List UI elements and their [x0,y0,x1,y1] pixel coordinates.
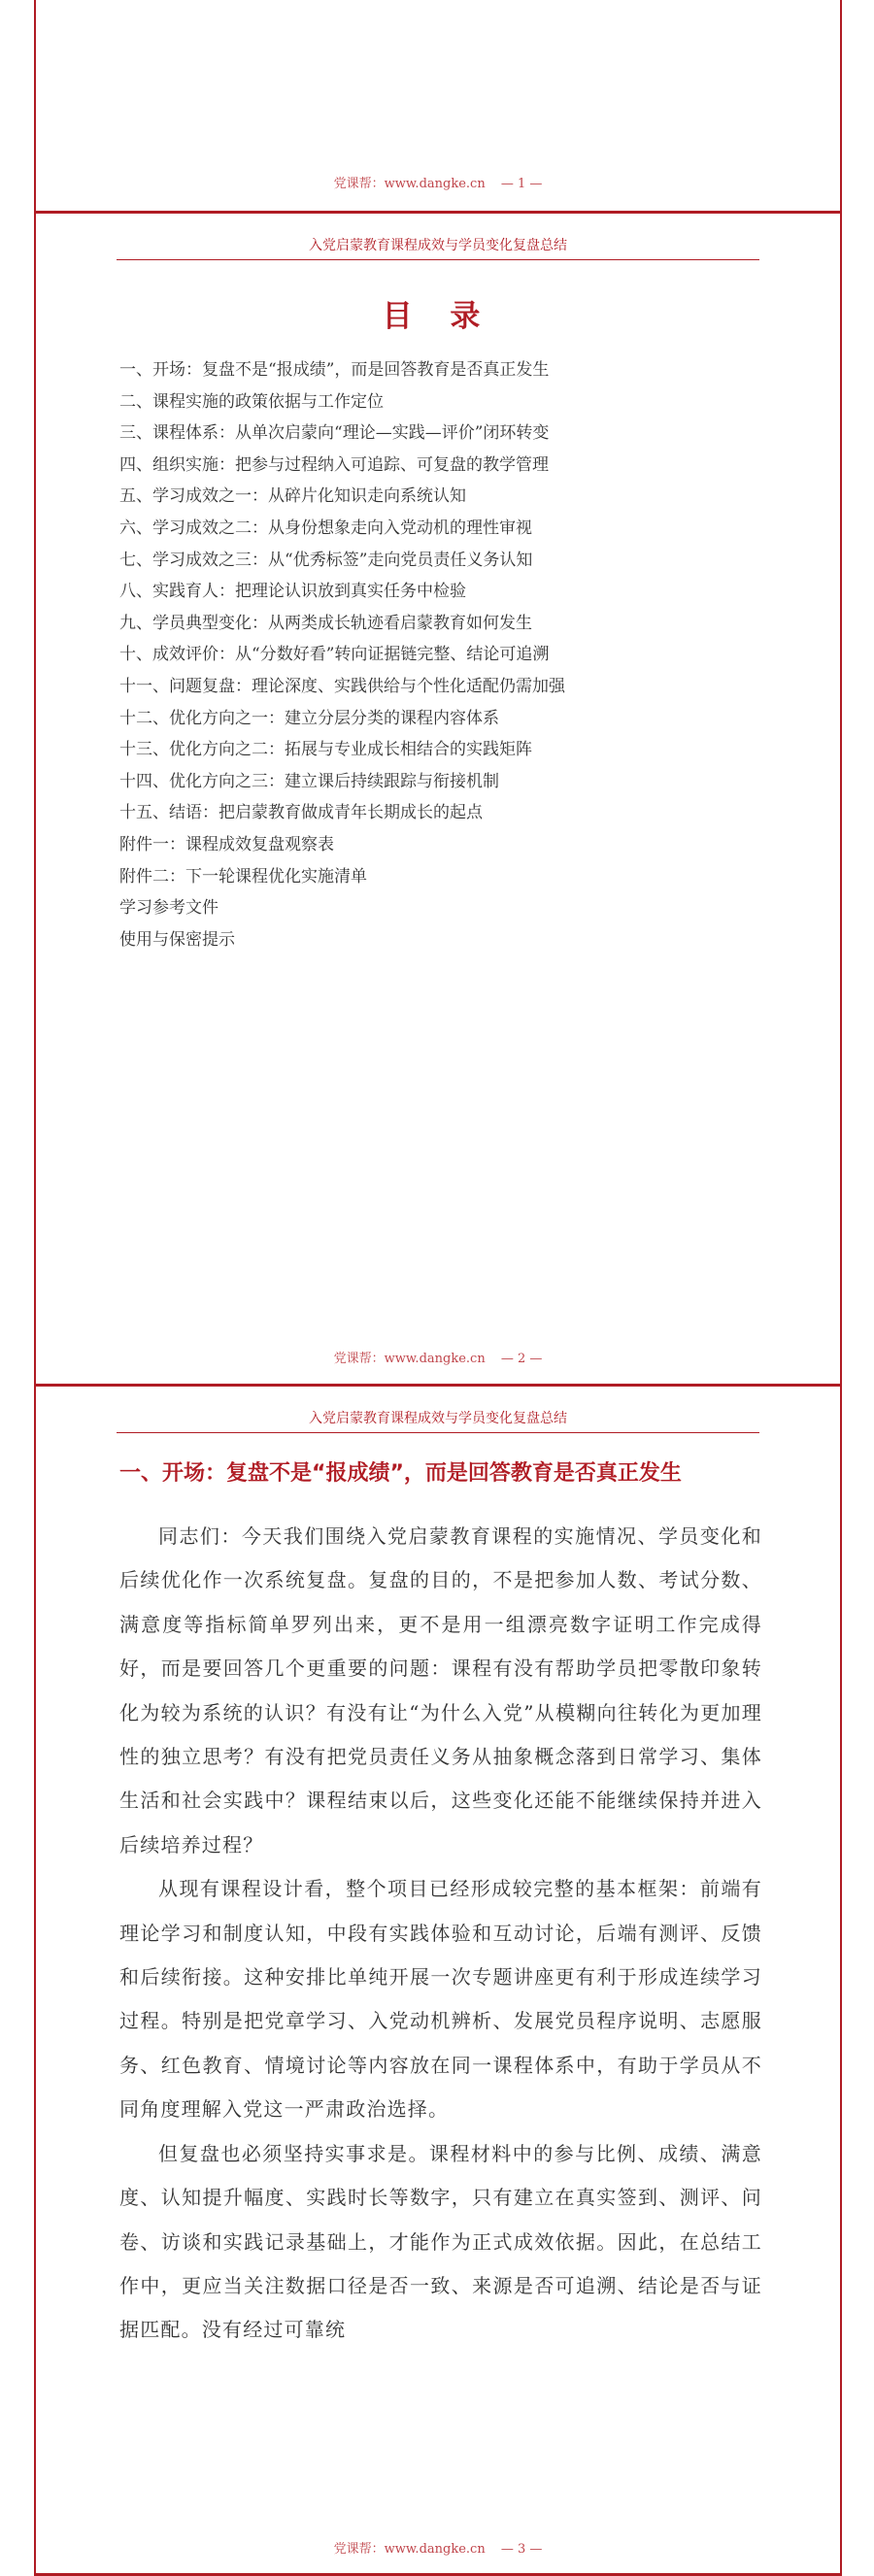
page-footer [36,2538,840,2557]
page-footer [36,173,840,191]
toc-item[interactable]: 七、学习成效之三：从“优秀标签”走向党员责任义务认知 [119,550,533,570]
page-number: — 3 — [500,2542,543,2557]
toc-item[interactable]: 使用与保密提示 [119,929,235,950]
body-paragraph: 同志们：今天我们围绕入党启蒙教育课程的实施情况、学员变化和后续优化作一次系统复盘。复盘的目的，不是把参加人数、考试分数、满意度等指标简单罗列出来，更不是用一组漂亮数字证明工作完成得好，而是要回答几个更重要的问题：课程有没有帮助学员把零散印象转化为较为系统的认识？有没有让“为什么入党”从模糊向往转化为更加理性的独立思考？有没有把党员责任义务从抽象概念落到日常学习、集体生活和社会实践中？课程结束以后，这些变化还能不能继续保持并进入后续培养过程？ [119,1524,762,1857]
toc-title: 目 录 [382,299,494,334]
page-header: 入党启蒙教育课程成效与学员变化复盘总结 [309,1411,567,1426]
toc-item[interactable]: 十、成效评价：从“分数好看”转向证据链完整、结论可追溯 [119,645,550,665]
header-divider [117,259,759,260]
section-body [119,1515,762,2353]
page-2 [34,214,842,1387]
page-header: 入党启蒙教育课程成效与学员变化复盘总结 [309,238,567,253]
toc-item[interactable]: 十三、优化方向之二：拓展与专业成长相结合的实践矩阵 [119,740,532,760]
toc-item[interactable]: 九、学员典型变化：从两类成长轨迹看启蒙教育如何发生 [119,613,532,633]
toc-item[interactable]: 五、学习成效之一：从碎片化知识走向系统认知 [119,486,466,507]
toc-item[interactable]: 六、学习成效之二：从身份想象走向入党动机的理性审视 [119,518,532,538]
toc-item[interactable]: 十五、结语：把启蒙教育做成青年长期成长的起点 [119,803,483,823]
toc-item[interactable]: 十二、优化方向之一：建立分层分类的课程内容体系 [119,708,499,728]
toc-item[interactable]: 十四、优化方向之三：建立课后持续跟踪与衔接机制 [119,771,499,791]
toc-item[interactable]: 附件一：课程成效复盘观察表 [119,834,334,854]
toc-item[interactable]: 学习参考文件 [119,898,218,919]
toc-item[interactable]: 一、开场：复盘不是“报成绩”，而是回答教育是否真正发生 [119,360,550,380]
toc-item[interactable]: 八、实践育人：把理论认识放到真实任务中检验 [119,582,466,602]
page-3 [34,1387,842,2576]
toc-item[interactable]: 四、组织实施：把参与过程纳入可追踪、可复盘的教学管理 [119,454,549,475]
toc-item[interactable]: 十一、问题复盘：理论深度、实践供给与个性化适配仍需加强 [119,676,565,696]
toc-list [119,354,756,955]
footer-site: 党课帮：www.dangke.cn [333,2542,486,2557]
section-title: 一、开场：复盘不是“报成绩”，而是回答教育是否真正发生 [119,1461,682,1486]
page-footer [36,1348,840,1366]
body-paragraph: 从现有课程设计看，整个项目已经形成较完整的基本框架：前端有理论学习和制度认知，中段有实践体验和互动讨论，后端有测评、反馈和后续衔接。这种安排比单纯开展一次专题讲座更有利于形成连续学习过程。特别是把党章学习、入党动机辨析、发展党员程序说明、志愿服务、红色教育、情境讨论等内容放在同一课程体系中，有助于学员从不同角度理解入党这一严肃政治选择。 [119,1877,762,2122]
toc-item[interactable]: 二、课程实施的政策依据与工作定位 [119,391,384,412]
header-divider [117,1432,759,1433]
page-1 [34,0,842,214]
toc-item[interactable]: 附件二：下一轮课程优化实施清单 [119,866,367,887]
footer-site: 党课帮：www.dangke.cn [333,1352,486,1366]
toc-item[interactable]: 三、课程体系：从单次启蒙向“理论—实践—评价”闭环转变 [119,423,550,444]
footer-site: 党课帮：www.dangke.cn [333,177,486,191]
page-number: — 2 — [500,1352,543,1366]
body-paragraph: 但复盘也必须坚持实事求是。课程材料中的参与比例、成绩、满意度、认知提升幅度、实践时长等数字，只有建立在真实签到、测评、问卷、访谈和实践记录基础上，才能作为正式成效依据。因此，在总结工作中，更应当关注数据口径是否一致、来源是否可追溯、结论是否与证据匹配。没有经过可靠统 [119,2141,762,2342]
page-number: — 1 — [500,177,543,191]
